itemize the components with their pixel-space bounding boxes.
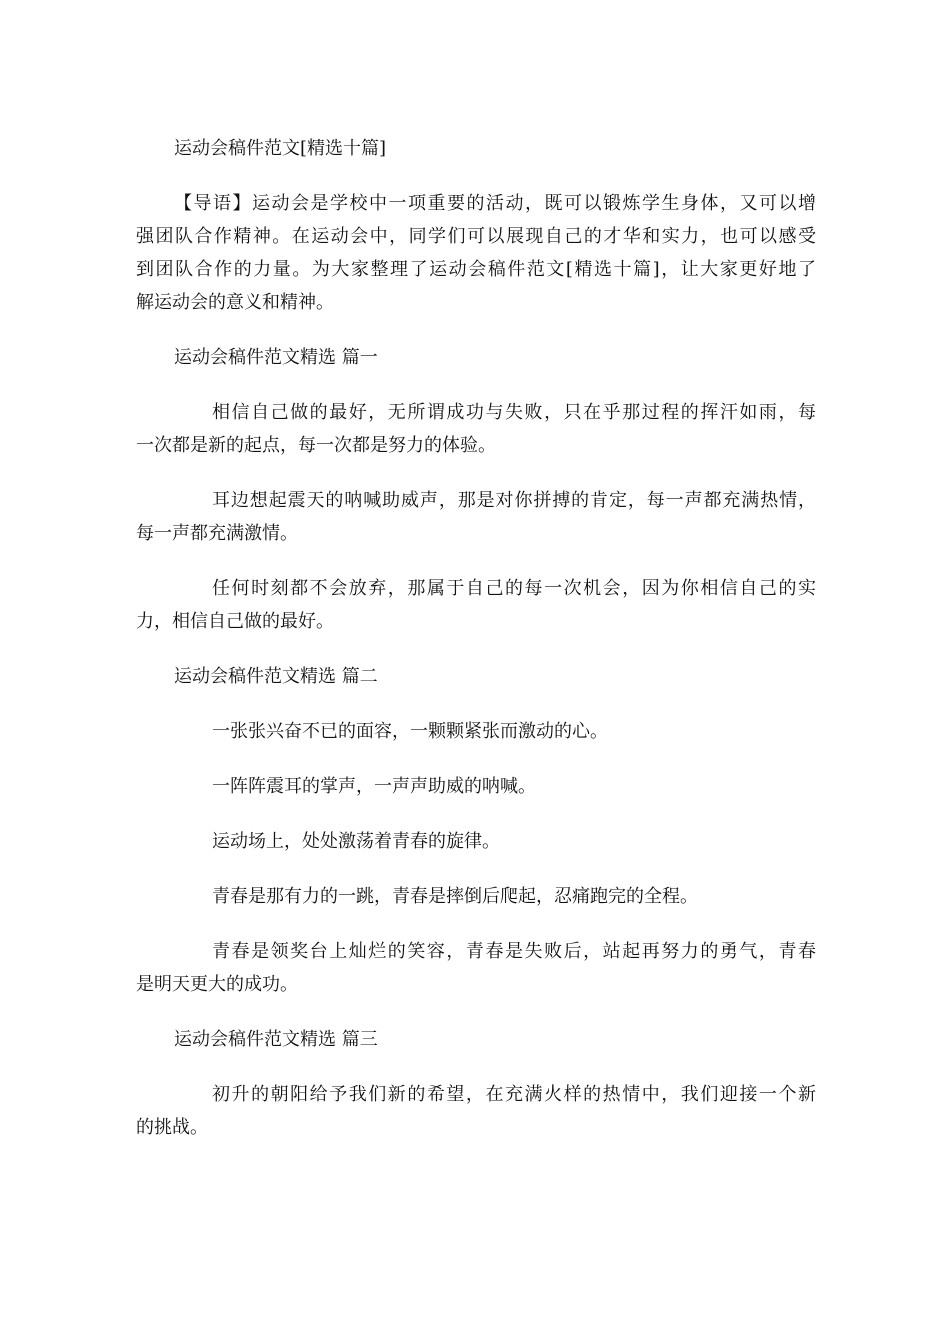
intro-line: 【导语】运动会是学校中一项重要的活动，既可以锻炼学生身体，又可以增 bbox=[174, 193, 816, 214]
section2-paragraph-2: 一阵阵震耳的掌声，一声声助威的呐喊。 bbox=[212, 776, 536, 797]
paragraph-line: 每一声都充满激情。 bbox=[136, 523, 298, 544]
paragraph-line: 是明天更大的成功。 bbox=[136, 974, 298, 995]
paragraph-line: 青春是领奖台上灿烂的笑容，青春是失败后，站起再努力的勇气，青春 bbox=[212, 941, 816, 962]
paragraph-line: 相信自己做的最好，无所谓成功与失败，只在乎那过程的挥汗如雨，每 bbox=[212, 402, 816, 423]
document-title: 运动会稿件范文[精选十篇] bbox=[174, 138, 387, 159]
paragraph-line: 一次都是新的起点，每一次都是努力的体验。 bbox=[136, 435, 496, 456]
paragraph-line: 耳边想起震天的呐喊助威声，那是对你拼搏的肯定，每一声都充满热情， bbox=[212, 490, 816, 511]
paragraph-line: 初升的朝阳给予我们新的希望，在充满火样的热情中，我们迎接一个新 bbox=[212, 1084, 816, 1105]
paragraph-line: 的挑战。 bbox=[136, 1117, 208, 1138]
section-heading-3: 运动会稿件范文精选 篇三 bbox=[174, 1029, 378, 1050]
paragraph-line: 力，相信自己做的最好。 bbox=[136, 611, 334, 632]
intro-line: 解运动会的意义和精神。 bbox=[136, 292, 334, 313]
intro-line: 强团队合作精神。在运动会中，同学们可以展现自己的才华和实力，也可以感受 bbox=[136, 226, 816, 247]
section2-paragraph-1: 一张张兴奋不已的面容，一颗颗紧张而激动的心。 bbox=[212, 721, 608, 742]
section-heading-2: 运动会稿件范文精选 篇二 bbox=[174, 666, 378, 687]
section2-paragraph-4: 青春是那有力的一跳，青春是摔倒后爬起，忍痛跑完的全程。 bbox=[212, 886, 698, 907]
section2-paragraph-3: 运动场上，处处激荡着青春的旋律。 bbox=[212, 831, 500, 852]
intro-line: 到团队合作的力量。为大家整理了运动会稿件范文[精选十篇]，让大家更好地了 bbox=[136, 259, 816, 280]
section-heading-1: 运动会稿件范文精选 篇一 bbox=[174, 347, 378, 368]
paragraph-line: 任何时刻都不会放弃，那属于自己的每一次机会，因为你相信自己的实 bbox=[212, 578, 816, 599]
